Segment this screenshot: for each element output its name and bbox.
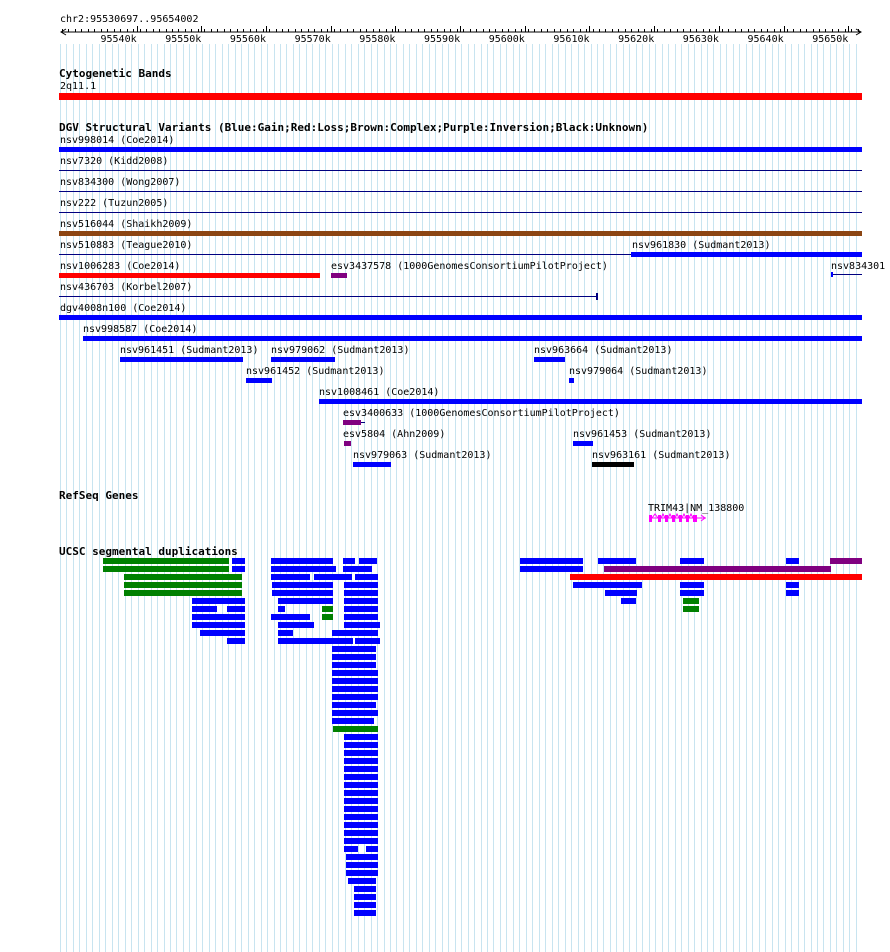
segdup-block[interactable] [680,590,704,596]
segdup-block[interactable] [332,710,378,716]
dgv-label: dgv4008n100 (Coe2014) [60,303,187,314]
dgv-label: esv5804 (Ahn2009) [343,429,446,440]
segdup-block[interactable] [344,782,378,788]
segdup-block[interactable] [359,558,377,564]
cytoband-label: 2q11.1 [60,81,97,92]
ruler-tick-label: 95580k [359,34,396,45]
segdup-block[interactable] [354,910,376,916]
dgv-label: nsv7320 (Kidd2008) [60,156,169,167]
segdup-block[interactable] [573,582,642,588]
gene-label: TRIM43|NM_138800 [648,503,745,514]
locus-label: chr2:95530697..95654002 [60,14,199,25]
segdup-block[interactable] [344,846,358,852]
segdup-block[interactable] [344,798,378,804]
segdup-block[interactable] [322,614,333,620]
segdup-block[interactable] [227,638,245,644]
ruler-tick-label: 95560k [229,34,267,45]
segdup-block[interactable] [683,606,699,612]
segdup-block[interactable] [344,742,378,748]
dgv-label: nsv963664 (Sudmant2013) [534,345,673,356]
ruler-tick-label: 95590k [424,34,461,45]
segdup-block[interactable] [192,622,245,628]
segdup-block[interactable] [344,606,378,612]
segdup-block[interactable] [683,598,699,604]
dgv-label: nsv1006283 (Coe2014) [60,261,181,272]
segdup-block[interactable] [271,558,333,564]
segdup-block[interactable] [344,750,378,756]
segdup-block[interactable] [332,718,374,724]
segdup-block[interactable] [200,630,245,636]
segdup-block[interactable] [830,558,862,564]
segdup-block[interactable] [680,558,704,564]
segdup-block[interactable] [346,862,378,868]
dgv-label: nsv963161 (Sudmant2013) [592,450,731,461]
ruler-tick-label: 95640k [747,34,784,45]
dgv-label: nsv834300 (Wong2007) [60,177,181,188]
segdup-block[interactable] [520,566,583,572]
segdup-block[interactable] [344,814,378,820]
segdup-block[interactable] [278,630,293,636]
segdup-block[interactable] [332,694,378,700]
segdup-block[interactable] [354,902,376,908]
ruler-tick-label: 95650k [812,34,849,45]
segdup-block[interactable] [332,670,378,676]
segdup-block[interactable] [278,598,333,604]
segdup-block[interactable] [332,646,376,652]
segdup-block[interactable] [786,558,799,564]
dgv-label: nsv961453 (Sudmant2013) [573,429,712,440]
segdup-block[interactable] [786,590,799,596]
segdup-block[interactable] [354,894,376,900]
dgv-label: esv3400633 (1000GenomesConsortiumPilotProject) [343,408,620,419]
ruler-tick-label: 95550k [165,34,202,45]
segdup-block[interactable] [346,870,378,876]
segdup-block[interactable] [272,582,333,588]
segdup-block[interactable] [227,606,245,612]
segdup-block[interactable] [520,558,583,564]
segdup-block[interactable] [103,566,229,572]
segdup-block[interactable] [605,590,637,596]
segdup-block[interactable] [786,582,799,588]
segdup-block[interactable] [343,566,372,572]
segdup-block[interactable] [366,846,378,852]
segdup-block[interactable] [272,590,333,596]
segdup-block[interactable] [278,606,285,612]
segdup-block[interactable] [621,598,636,604]
dgv-label: nsv979062 (Sudmant2013) [271,345,410,356]
segdup-block[interactable] [192,606,217,612]
ruler-tick-label: 95630k [682,34,719,45]
ruler-tick-label: 95570k [294,34,331,45]
segdup-block[interactable] [278,622,314,628]
gene-model-trim43[interactable] [648,512,710,524]
segdup-block[interactable] [346,854,378,860]
dgv-label: nsv516044 (Shaikh2009) [60,219,193,230]
segdup-block[interactable] [344,734,378,740]
segdup-block[interactable] [192,598,245,604]
segdup-block[interactable] [344,582,378,588]
segdup-block[interactable] [333,726,378,732]
segdup-block[interactable] [124,582,242,588]
segdup-block[interactable] [344,598,378,604]
dgv-label: nsv510883 (Teague2010) [60,240,193,251]
segdup-block[interactable] [314,574,352,580]
dgv-label: nsv961452 (Sudmant2013) [246,366,385,377]
segdup-block[interactable] [344,766,378,772]
segdup-block[interactable] [332,630,378,636]
dgv-label: nsv1008461 (Coe2014) [319,387,440,398]
segdup-block[interactable] [344,774,378,780]
refseq-track-title: RefSeq Genes [59,489,139,502]
dgv-label: nsv961830 (Sudmant2013) [632,240,771,251]
segdup-block[interactable] [332,662,376,668]
dgv-track-title: DGV Structural Variants (Blue:Gain;Red:Loss;Brown:Complex;Purple:Inversion;Black:Unknown) [59,121,649,134]
segdup-block[interactable] [344,590,378,596]
dgv-label: esv3437578 (1000GenomesConsortiumPilotProject) [331,261,608,272]
dgv-label: nsv979064 (Sudmant2013) [569,366,708,377]
segdup-block[interactable] [344,790,378,796]
dgv-label: nsv961451 (Sudmant2013) [120,345,259,356]
segdup-block[interactable] [344,838,378,844]
segdup-block[interactable] [344,822,378,828]
segdup-block[interactable] [344,758,378,764]
segdup-block[interactable] [332,686,378,692]
segdup-block[interactable] [355,638,380,644]
segdup-block[interactable] [604,566,831,572]
segdup-block[interactable] [598,558,636,564]
segdup-block[interactable] [343,558,355,564]
cytoband-track-title: Cytogenetic Bands [59,67,172,80]
segdup-block[interactable] [232,566,245,572]
segdup-block[interactable] [355,574,378,580]
segdup-block[interactable] [680,582,704,588]
segdup-block[interactable] [332,654,376,660]
dgv-label: nsv998587 (Coe2014) [83,324,198,335]
dgv-label: nsv222 (Tuzun2005) [60,198,169,209]
dgv-label: nsv979063 (Sudmant2013) [353,450,492,461]
segdup-block[interactable] [354,886,376,892]
dgv-label: nsv436703 (Korbel2007) [60,282,193,293]
segdup-block[interactable] [278,638,353,644]
segdup-block[interactable] [103,558,229,564]
dgv-label: nsv834301 [831,261,886,272]
segdup-track-title: UCSC segmental duplications [59,545,238,558]
ruler-tick-label: 95540k [100,34,137,45]
ruler-tick-label: 95610k [553,34,590,45]
segdup-block[interactable] [192,614,245,620]
segdup-block[interactable] [124,590,242,596]
segdup-block[interactable] [344,622,380,628]
segdup-block[interactable] [124,574,242,580]
segdup-block[interactable] [570,574,862,580]
dgv-label: nsv998014 (Coe2014) [60,135,175,146]
segdup-block[interactable] [271,574,310,580]
segdup-block[interactable] [344,614,378,620]
segdup-block[interactable] [332,702,376,708]
segdup-block[interactable] [344,806,378,812]
segdup-block[interactable] [344,830,378,836]
segdup-block[interactable] [271,566,336,572]
segdup-block[interactable] [232,558,245,564]
ruler-tick-label: 95600k [488,34,525,45]
segdup-block[interactable] [322,606,333,612]
ruler-tick-label: 95620k [618,34,655,45]
segdup-block[interactable] [332,678,378,684]
segdup-block[interactable] [348,878,376,884]
segdup-block[interactable] [271,614,310,620]
